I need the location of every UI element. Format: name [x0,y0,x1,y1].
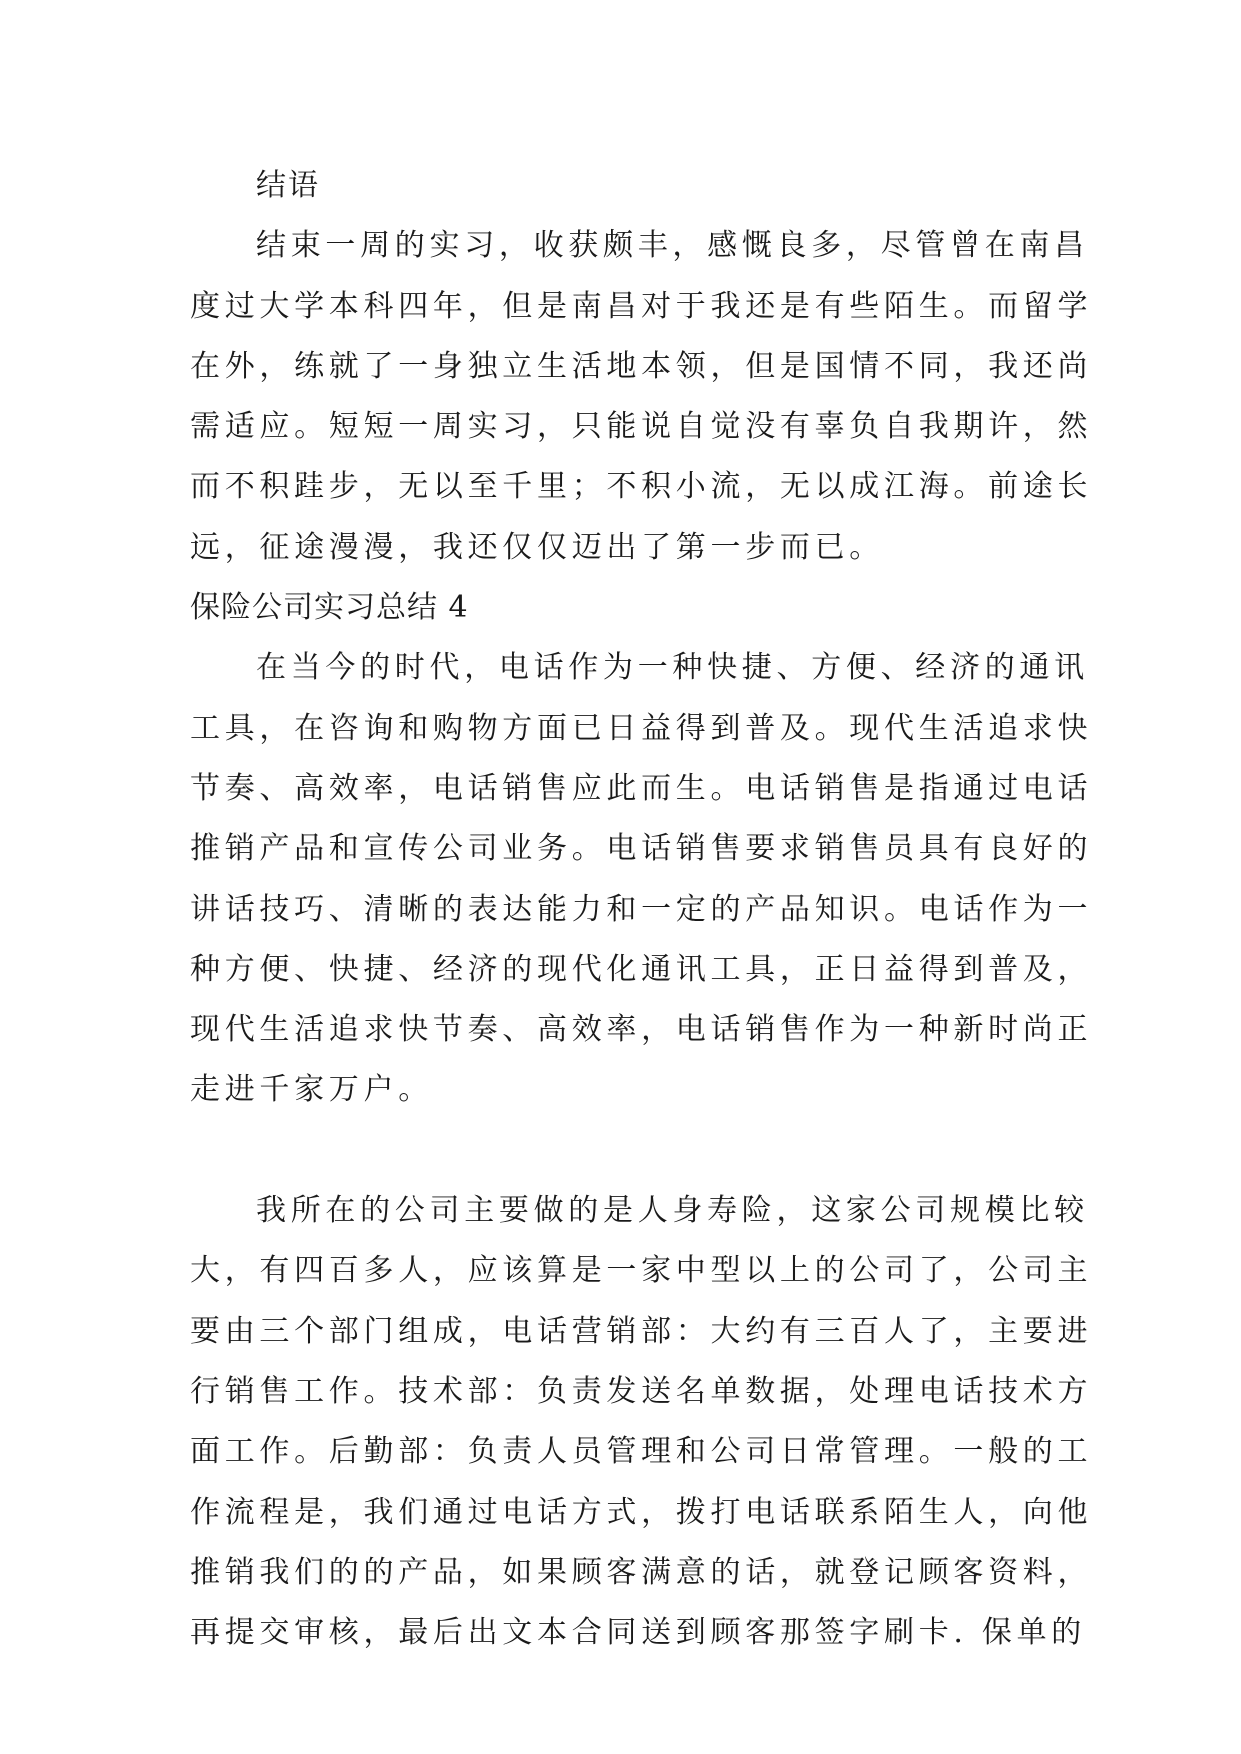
text-line: 需适应。短短一周实习，只能说自觉没有辜负自我期许，然 [190,409,1093,445]
text-line: 再提交审核，最后出文本合同送到顾客那签字刷卡. 保单的 [190,1615,1086,1651]
text-line: 而不积跬步，无以至千里；不积小流，无以成江海。前途长 [190,469,1093,505]
text-line: 我所在的公司主要做的是人身寿险，这家公司规模比较 [256,1193,1089,1229]
document-body [190,156,1093,1663]
text-line: 推销我们的的产品，如果顾客满意的话，就登记顾客资料， [190,1554,1093,1590]
text-line: 在外，练就了一身独立生活地本领，但是国情不同，我还尚 [190,348,1093,384]
text-line: 种方便、快捷、经济的现代化通讯工具，正日益得到普及， [190,951,1093,987]
text-line: 推销产品和宣传公司业务。电话销售要求销售员具有良好的 [190,831,1093,867]
text-line: 节奏、高效率，电话销售应此而生。电话销售是指通过电话 [190,770,1093,806]
text-line: 远，征途漫漫，我还仅仅迈出了第一步而已。 [190,529,884,565]
text-line: 现代生活追求快节奏、高效率，电话销售作为一种新时尚正 [190,1012,1093,1048]
text-line: 讲话技巧、清晰的表达能力和一定的产品知识。电话作为一 [190,891,1093,927]
text-line: 度过大学本科四年，但是南昌对于我还是有些陌生。而留学 [190,288,1093,324]
paragraph-conclusion [190,216,1093,578]
paragraph-company-overview [190,1181,1093,1663]
text-line: 要由三个部门组成，电话营销部：大约有三百人了，主要进 [190,1313,1093,1349]
text-line: 在当今的时代，电话作为一种快捷、方便、经济的通讯 [256,650,1089,686]
paragraph-telesales-intro [190,638,1093,1120]
section-heading: 结语 [256,168,320,203]
text-line: 走进千家万户。 [190,1072,433,1108]
text-line: 工具，在咨询和购物方面已日益得到普及。现代生活追求快 [190,710,1093,746]
paragraph-spacer [190,1121,1058,1181]
article-title: 保险公司实习总结 4 [190,590,469,626]
text-line: 结束一周的实习，收获颇丰，感慨良多，尽管曾在南昌 [256,228,1089,264]
text-line: 面工作。后勤部：负责人员管理和公司日常管理。一般的工 [190,1434,1093,1470]
text-line: 作流程是，我们通过电话方式，拨打电话联系陌生人，向他 [190,1494,1093,1530]
text-line: 行销售工作。技术部：负责发送名单数据，处理电话技术方 [190,1373,1093,1409]
text-line: 大，有四百多人，应该算是一家中型以上的公司了，公司主 [190,1253,1093,1289]
